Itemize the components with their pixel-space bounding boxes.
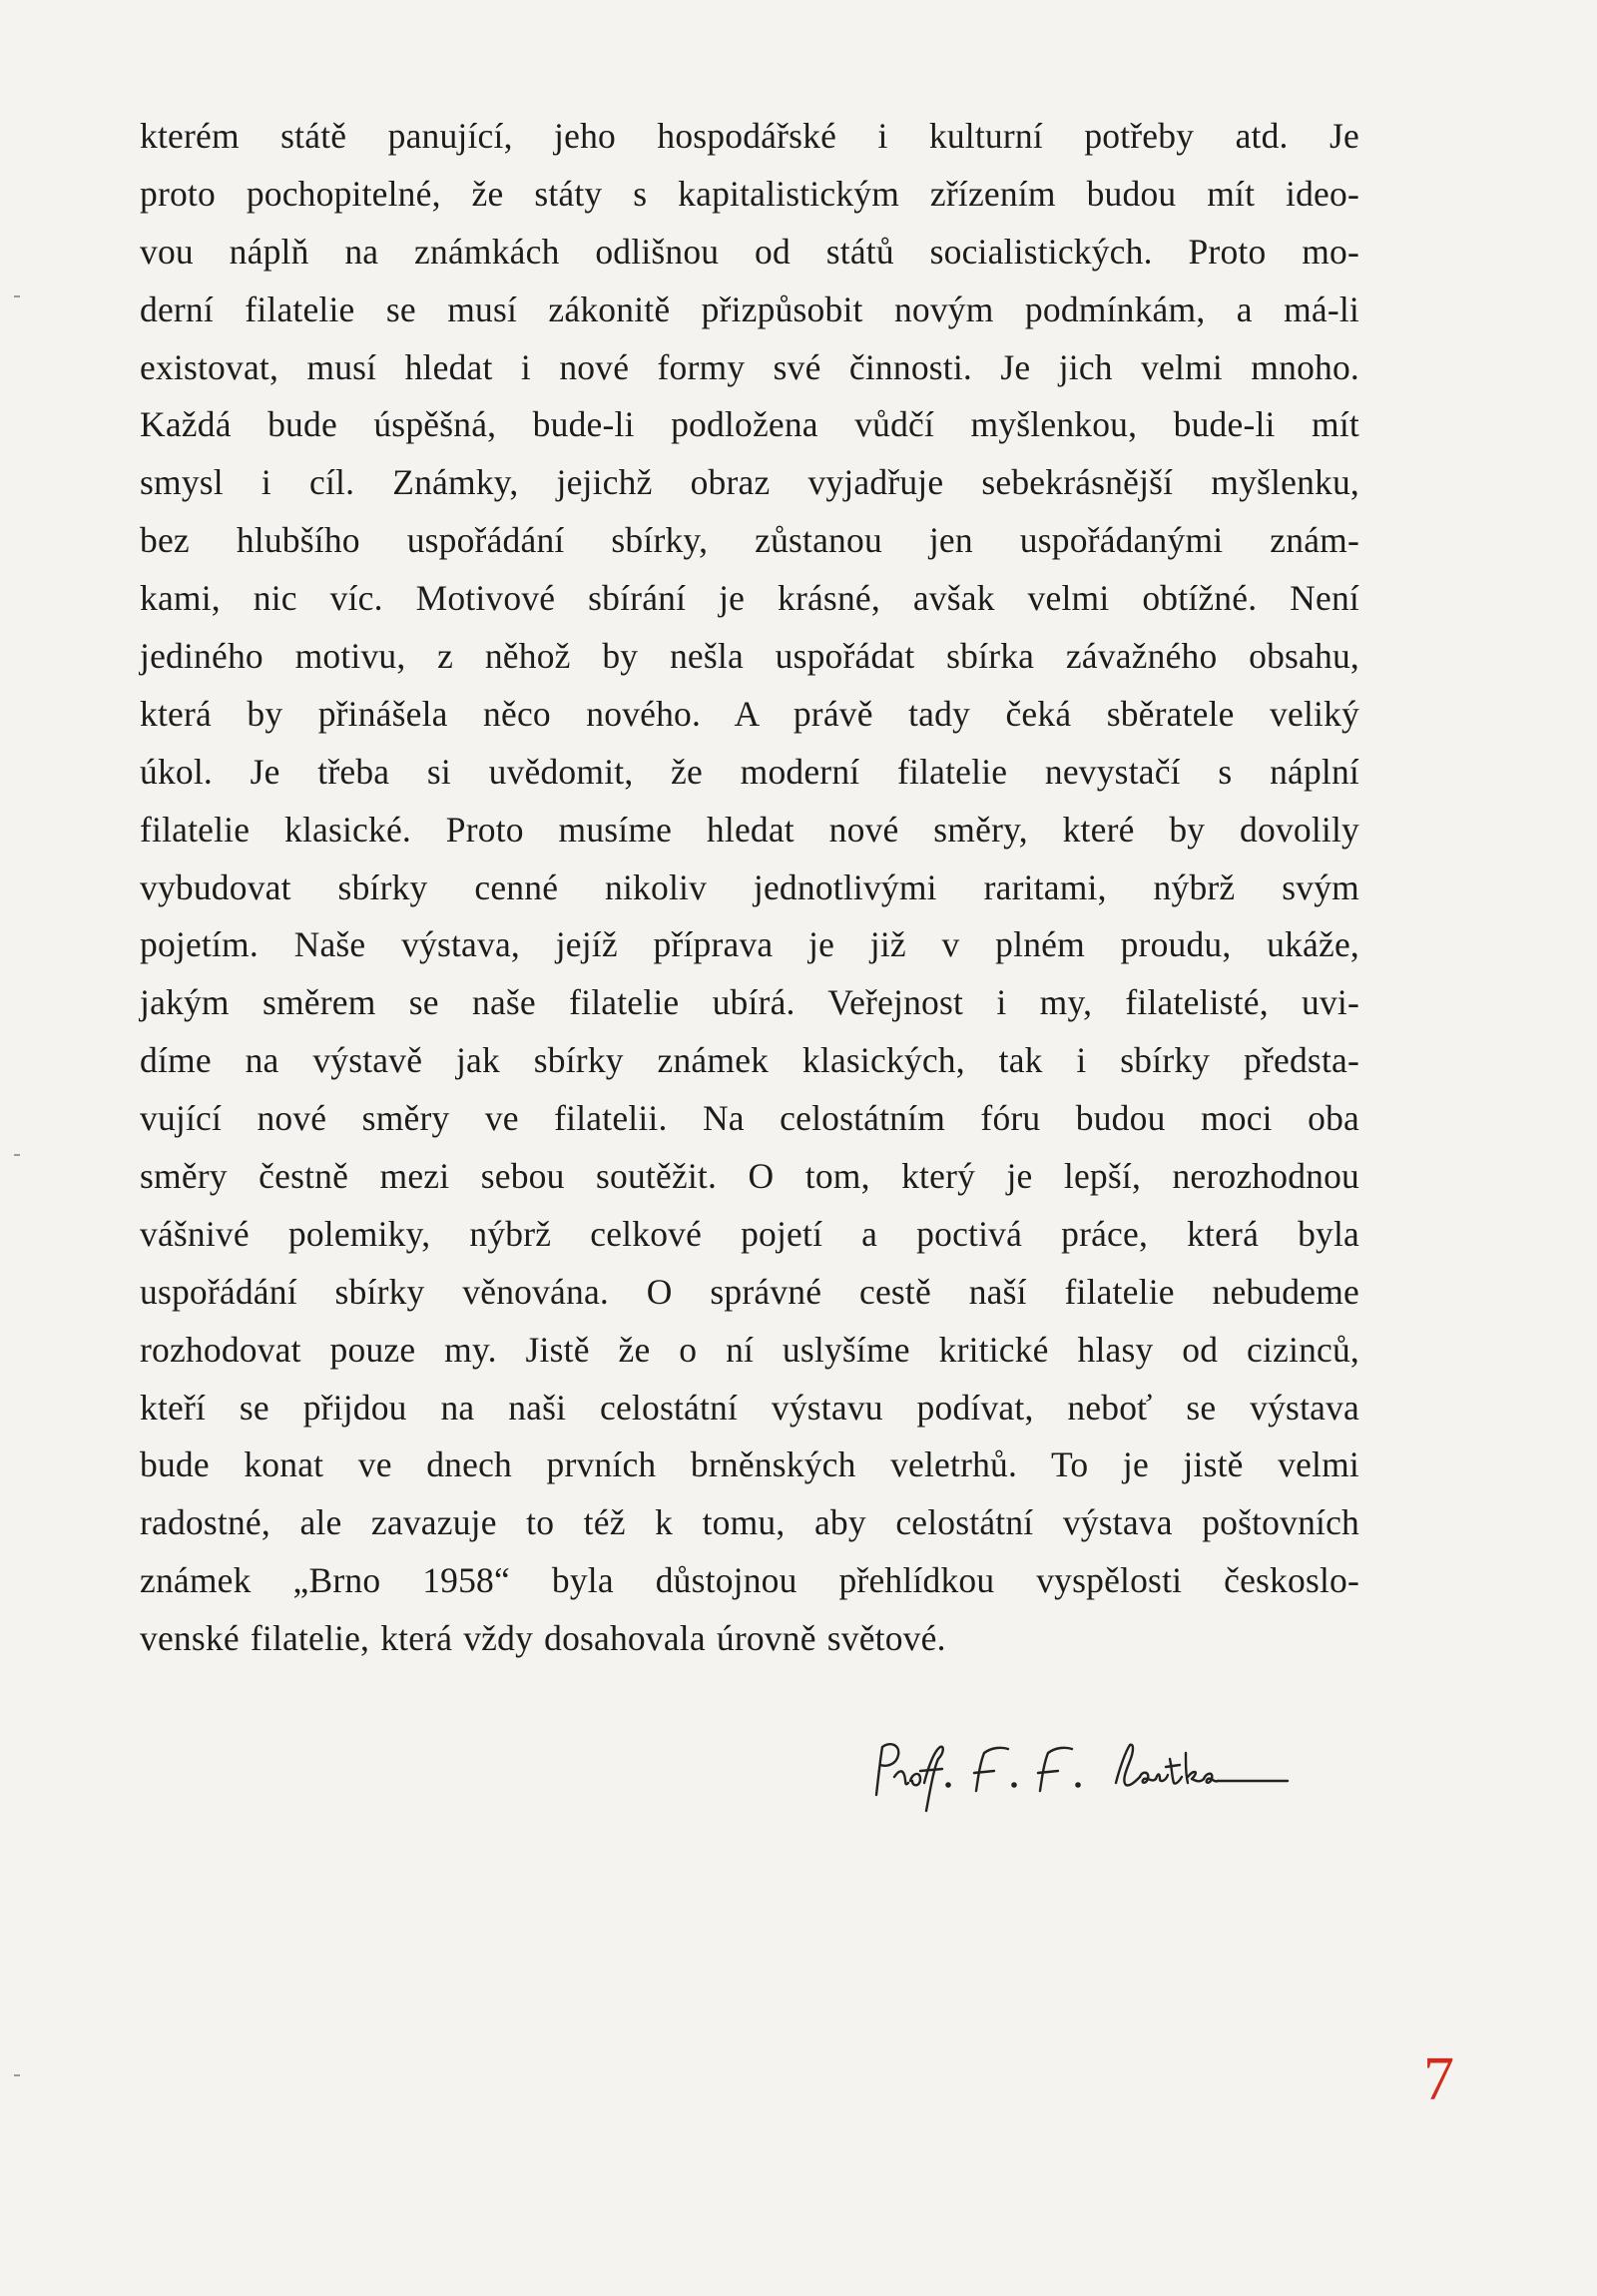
- text-line: derní filatelie se musí zákonitě přizpůsobit novým podmínkám, a má-li: [140, 288, 1359, 329]
- text-line: známek „Brno 1958“ byla důstojnou přehlídkou vyspělosti českoslo-: [140, 1560, 1359, 1601]
- text-line: venské filatelie, která vždy dosahovala úrovně světové.: [140, 1618, 946, 1659]
- margin-mark: [14, 295, 20, 297]
- text-line: jediného motivu, z něhož by nešla uspořádat sbírka závažného obsahu,: [140, 636, 1359, 677]
- text-line: kterém státě panující, jeho hospodářské i kulturní potřeby atd. Je: [140, 116, 1359, 156]
- margin-mark: [14, 2074, 20, 2076]
- text-line: vou náplň na známkách odlišnou od států socialistických. Proto mo-: [140, 231, 1359, 272]
- text-line: uspořádání sbírky věnována. O správné cestě naší filatelie nebudeme: [140, 1271, 1359, 1312]
- text-line: jakým směrem se naše filatelie ubírá. Veřejnost i my, filatelisté, uvi-: [140, 982, 1359, 1023]
- text-line: kteří se přijdou na naši celostátní výstavu podívat, neboť se výstava: [140, 1387, 1359, 1428]
- text-line: radostné, ale zavazuje to též k tomu, aby celostátní výstava poštovních: [140, 1502, 1359, 1543]
- text-line: směry čestně mezi sebou soutěžit. O tom, který je lepší, nerozhodnou: [140, 1156, 1359, 1197]
- text-line: existovat, musí hledat i nové formy své činnosti. Je jich velmi mnoho.: [140, 346, 1359, 387]
- text-line: filatelie klasické. Proto musíme hledat nové směry, které by dovolily: [140, 809, 1359, 850]
- text-line: Každá bude úspěšná, bude-li podložena vůdčí myšlenkou, bude-li mít: [140, 404, 1359, 445]
- text-line: úkol. Je třeba si uvědomit, že moderní filatelie nevystačí s náplní: [140, 751, 1359, 792]
- text-line: kami, nic víc. Motivové sbírání je krásné, avšak velmi obtížné. Není: [140, 578, 1359, 619]
- body-text: [140, 108, 1359, 1668]
- margin-mark: [14, 1154, 20, 1156]
- text-line: vybudovat sbírky cenné nikoliv jednotlivými raritami, nýbrž svým: [140, 866, 1359, 907]
- text-line: vášnivé polemiky, nýbrž celkové pojetí a poctivá práce, která byla: [140, 1213, 1359, 1254]
- text-line: bude konat ve dnech prvních brněnských veletrhů. To je jistě velmi: [140, 1444, 1359, 1485]
- text-line: pojetím. Naše výstava, jejíž příprava je již v plném proudu, ukáže,: [140, 924, 1359, 965]
- text-line: rozhodovat pouze my. Jistě že o ní uslyšíme kritické hlasy od cizinců,: [140, 1329, 1359, 1370]
- text-line: která by přinášela něco nového. A právě tady čeká sběratele veliký: [140, 693, 1359, 734]
- text-line: proto pochopitelné, že státy s kapitalistickým zřízením budou mít ideo-: [140, 173, 1359, 214]
- text-line: bez hlubšího uspořádání sbírky, zůstanou jen uspořádanými znám-: [140, 520, 1359, 561]
- handwritten-signature: [868, 1737, 1367, 1817]
- page-number: 7: [1423, 2045, 1454, 2113]
- text-line: vující nové směry ve filatelii. Na celostátním fóru budou moci oba: [140, 1098, 1359, 1139]
- text-line: díme na výstavě jak sbírky známek klasických, tak i sbírky předsta-: [140, 1040, 1359, 1081]
- text-line: smysl i cíl. Známky, jejichž obraz vyjadřuje sebekrásnější myšlenku,: [140, 462, 1359, 503]
